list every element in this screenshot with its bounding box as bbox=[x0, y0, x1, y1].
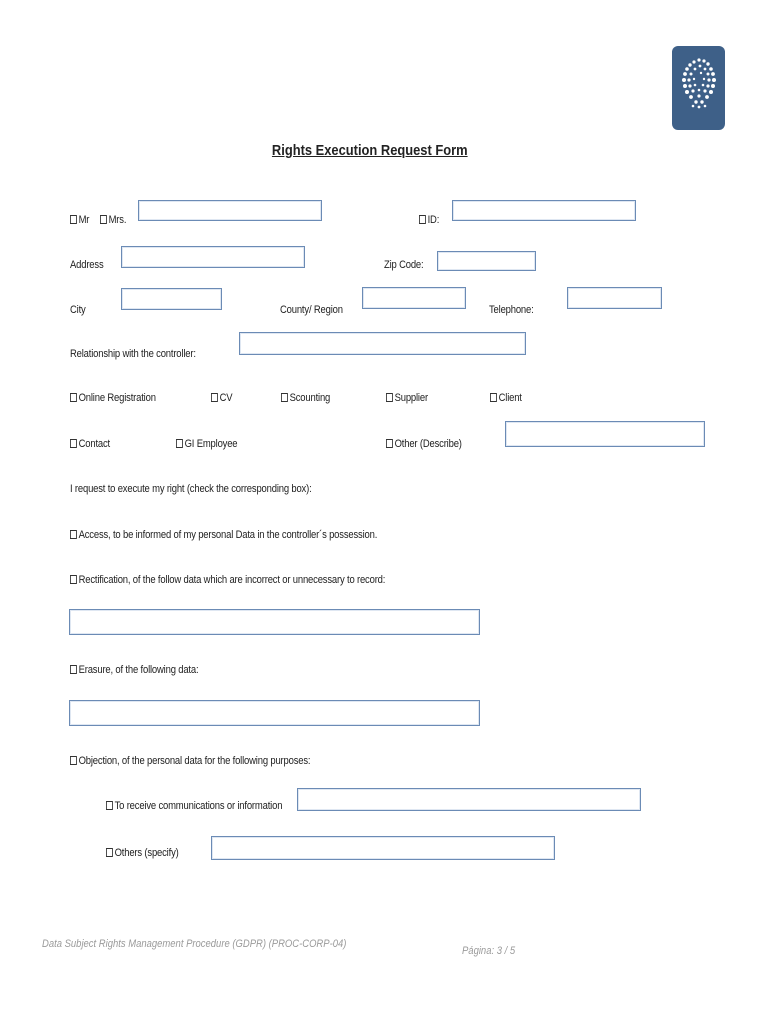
option-supplier[interactable] bbox=[386, 392, 428, 405]
communications-checkbox[interactable] bbox=[106, 801, 113, 810]
option-cv[interactable] bbox=[211, 392, 232, 405]
request-intro: I request to execute my right (check the corresponding box): bbox=[70, 483, 312, 495]
city-label: City bbox=[70, 304, 86, 316]
telephone-label: Telephone: bbox=[489, 304, 534, 316]
cv-checkbox[interactable] bbox=[211, 393, 218, 402]
supplier-label: Supplier bbox=[394, 392, 428, 404]
rectification-checkbox[interactable] bbox=[70, 575, 77, 584]
id-option bbox=[419, 214, 439, 227]
mrs-option[interactable] bbox=[100, 214, 126, 227]
other-checkbox[interactable] bbox=[386, 439, 393, 448]
erasure-checkbox[interactable] bbox=[70, 665, 77, 674]
contact-checkbox[interactable] bbox=[70, 439, 77, 448]
other-describe-field[interactable] bbox=[505, 421, 705, 447]
objection-communications[interactable] bbox=[106, 800, 282, 813]
telephone-field[interactable] bbox=[567, 287, 662, 309]
mrs-label: Mrs. bbox=[108, 214, 127, 226]
page-title: Rights Execution Request Form bbox=[272, 142, 468, 159]
right-objection[interactable] bbox=[70, 755, 310, 768]
id-field[interactable] bbox=[452, 200, 636, 221]
objection-checkbox[interactable] bbox=[70, 756, 77, 765]
option-gi-employee[interactable] bbox=[176, 438, 237, 451]
others-checkbox[interactable] bbox=[106, 848, 113, 857]
mr-option[interactable] bbox=[70, 214, 89, 227]
right-rectification[interactable] bbox=[70, 574, 385, 587]
erasure-field[interactable] bbox=[69, 700, 480, 726]
rectification-field[interactable] bbox=[69, 609, 480, 635]
company-logo bbox=[672, 46, 725, 130]
mr-checkbox[interactable] bbox=[70, 215, 77, 224]
mrs-checkbox[interactable] bbox=[100, 215, 107, 224]
online-registration-checkbox[interactable] bbox=[70, 393, 77, 402]
client-label: Client bbox=[498, 392, 522, 404]
dotted-swirl-logo-icon bbox=[672, 46, 725, 130]
option-online-registration[interactable] bbox=[70, 392, 156, 405]
scouting-checkbox[interactable] bbox=[281, 393, 288, 402]
right-access[interactable] bbox=[70, 529, 377, 542]
communications-label: To receive communications or information bbox=[114, 800, 283, 812]
id-checkbox[interactable] bbox=[419, 215, 426, 224]
others-label: Others (specify) bbox=[114, 847, 179, 859]
county-field[interactable] bbox=[362, 287, 466, 309]
relationship-field[interactable] bbox=[239, 332, 526, 355]
contact-label: Contact bbox=[78, 438, 111, 450]
option-other[interactable] bbox=[386, 438, 462, 451]
client-checkbox[interactable] bbox=[490, 393, 497, 402]
gi-employee-label: GI Employee bbox=[184, 438, 238, 450]
others-field[interactable] bbox=[211, 836, 555, 860]
address-label: Address bbox=[70, 259, 104, 271]
option-client[interactable] bbox=[490, 392, 522, 405]
name-field[interactable] bbox=[138, 200, 322, 221]
id-label: ID: bbox=[427, 214, 440, 226]
supplier-checkbox[interactable] bbox=[386, 393, 393, 402]
footer-procedure: Data Subject Rights Management Procedure (GDPR) (PROC-CORP-04) bbox=[42, 938, 347, 950]
communications-field[interactable] bbox=[297, 788, 641, 811]
zip-label: Zip Code: bbox=[384, 259, 424, 271]
other-label: Other (Describe) bbox=[394, 438, 462, 450]
relationship-label: Relationship with the controller: bbox=[70, 348, 196, 360]
option-scouting[interactable] bbox=[281, 392, 330, 405]
option-contact[interactable] bbox=[70, 438, 110, 451]
objection-label: Objection, of the personal data for the following purposes: bbox=[78, 755, 311, 767]
county-label: County/ Region bbox=[280, 304, 343, 316]
online-registration-label: Online Registration bbox=[78, 392, 156, 404]
footer-page-number: Página: 3 / 5 bbox=[462, 945, 516, 957]
rectification-label: Rectification, of the follow data which are incorrect or unnecessary to record: bbox=[78, 574, 386, 586]
scouting-label: Scounting bbox=[289, 392, 331, 404]
objection-others[interactable] bbox=[106, 847, 179, 860]
access-checkbox[interactable] bbox=[70, 530, 77, 539]
right-erasure[interactable] bbox=[70, 664, 198, 677]
address-field[interactable] bbox=[121, 246, 305, 268]
gi-employee-checkbox[interactable] bbox=[176, 439, 183, 448]
mr-label: Mr bbox=[78, 214, 90, 226]
city-field[interactable] bbox=[121, 288, 222, 310]
zip-field[interactable] bbox=[437, 251, 536, 271]
erasure-label: Erasure, of the following data: bbox=[78, 664, 199, 676]
cv-label: CV bbox=[219, 392, 233, 404]
access-label: Access, to be informed of my personal Data in the controller´s possession. bbox=[78, 529, 378, 541]
